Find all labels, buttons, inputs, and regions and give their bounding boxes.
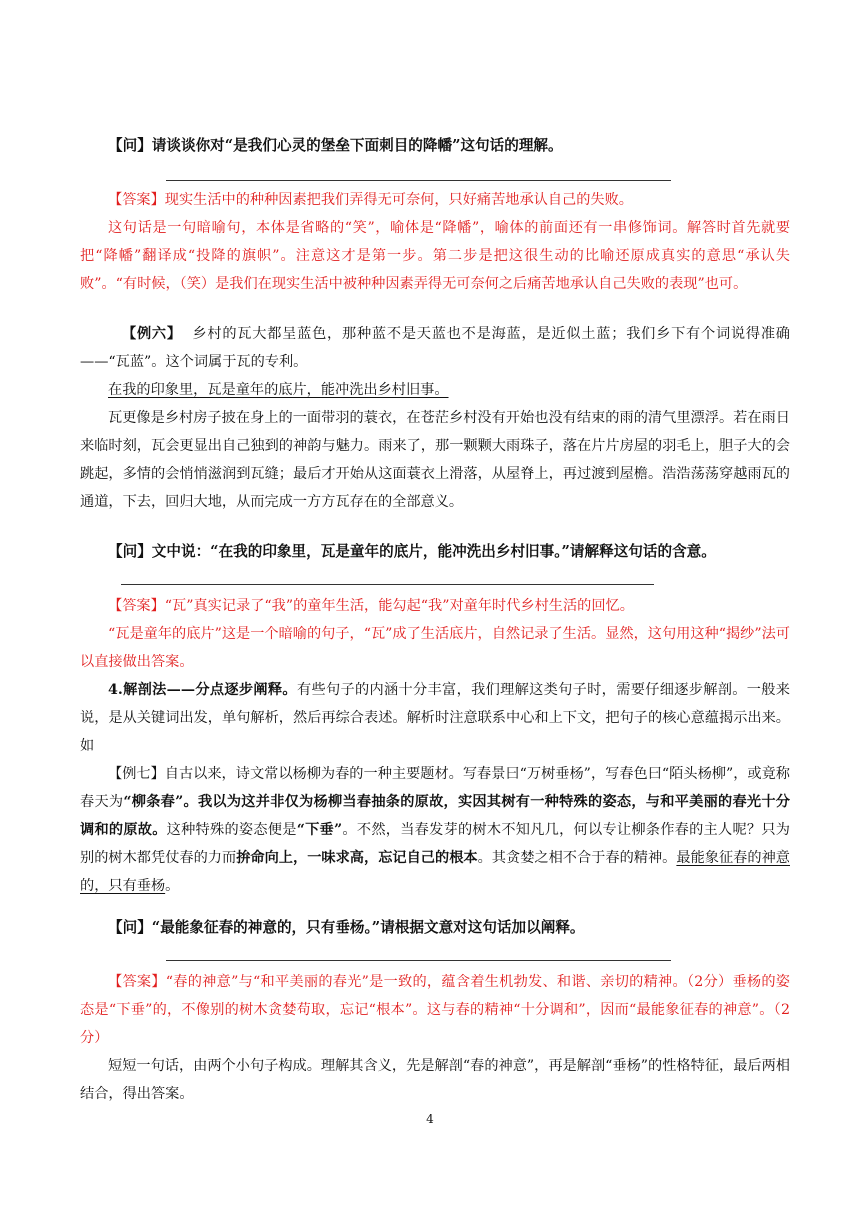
- page-number: 4: [426, 1112, 434, 1126]
- method-4-paragraph: 4.解剖法——分点逐步阐释。有些句子的内涵十分丰富，我们理解这类句子时，需要仔细逐步解剖。一般来说，是从关键词出发，单句解析，然后再综合表述。解析时注意联系中心和上下文，把句子的核心意蕴揭示出来。如: [80, 682, 790, 754]
- question-2: 【问】文中说：“在我的印象里，瓦是童年的底片，能冲洗出乡村旧事。”请解释这句话的含意。: [108, 543, 716, 560]
- answer-2: 【答案】“瓦”真实记录了“我”的童年生活，能勾起“我”对童年时代乡村生活的回忆。: [108, 598, 634, 614]
- question-3: 【问】“最能象征春的神意的，只有垂杨。”请根据文意对这句话加以阐释。: [108, 919, 585, 936]
- answer-2-explanation: “瓦是童年的底片”这是一个暗喻的句子，“瓦”成了生活底片，自然记录了生活。显然，这句用这种“揭纱”法可以直接做出答案。: [80, 626, 790, 670]
- example-6-intro: 【例六】 乡村的瓦大都呈蓝色，那种蓝不是天蓝也不是海蓝，是近似土蓝；我们乡下有个词说得准确——“瓦蓝”。这个词属于瓦的专利。: [80, 326, 790, 370]
- example-6-key-sentence: 在我的印象里，瓦是童年的底片，能冲洗出乡村旧事。: [108, 382, 449, 398]
- answer-3: 【答案】“春的神意”与“和平美丽的春光”是一致的，蕴含着生机勃发、和谐、亲切的精神。（2分）垂杨的姿态是“下垂”的，不像别的树木贪婪苟取，忘记“根本”。这与春的精神“十分调和”，因而“最能象征春的神意”。（2分）: [80, 974, 790, 1046]
- answer-line-3: [166, 960, 671, 961]
- answer-1-explanation: 这句话是一句暗喻句，本体是省略的“笑”，喻体是“降幡”，喻体的前面还有一串修饰词。解答时首先就要把“降幡”翻译成“投降的旗帜”。注意这才是第一步。第二步是把这很生动的比喻还原成真实的意思“承认失败”。“有时候，（笑）是我们在现实生活中被种种因素弄得无可奈何之后痛苦地承认自己失败的表现”也可。: [80, 220, 791, 292]
- answer-line-1: [166, 180, 671, 181]
- example-7-paragraph: 【例七】自古以来，诗文常以杨柳为春的一种主要题材。写春景曰“万树垂杨”，写春色曰“陌头杨柳”，或竟称春天为“柳条春”。我以为这并非仅为杨柳当春抽条的原故，实因其树有一种特殊的姿态，与和平美丽的春光十分调和的原故。这种特殊的姿态便是“下垂”。不然，当春发芽的树木不知凡几，何以专让柳条作春的主人呢？只为别的树木都凭仗春的力而拚命向上，一味求高，忘记自己的根本。其贪婪之相不合于春的精神。最能象征春的神意的，只有垂杨。: [80, 766, 790, 894]
- answer-3-explanation: 短短一句话，由两个小句子构成。理解其含义，先是解剖“春的神意”，再是解剖“垂杨”的性格特征，最后两相结合，得出答案。: [80, 1058, 790, 1102]
- example-6-body: 瓦更像是乡村房子披在身上的一面带羽的蓑衣，在苍茫乡村没有开始也没有结束的雨的清气里漂浮。若在雨日来临时刻，瓦会更显出自己独到的神韵与魅力。雨来了，那一颗颗大雨珠子，落在片片房屋的羽毛上，胆子大的会跳起，多情的会悄悄滋润到瓦缝；最后才开始从这面蓑衣上滑落，从屋脊上，再过渡到屋檐。浩浩荡荡穿越雨瓦的通道，下去，回归大地，从而完成一方方瓦存在的全部意义。: [80, 410, 790, 510]
- question-1: 【问】请谈谈你对“是我们心灵的堡垒下面刺目的降幡”这句话的理解。: [108, 137, 563, 154]
- answer-1: 【答案】现实生活中的种种因素把我们弄得无可奈何，只好痛苦地承认自己的失败。: [108, 192, 633, 208]
- answer-line-2: [121, 584, 654, 585]
